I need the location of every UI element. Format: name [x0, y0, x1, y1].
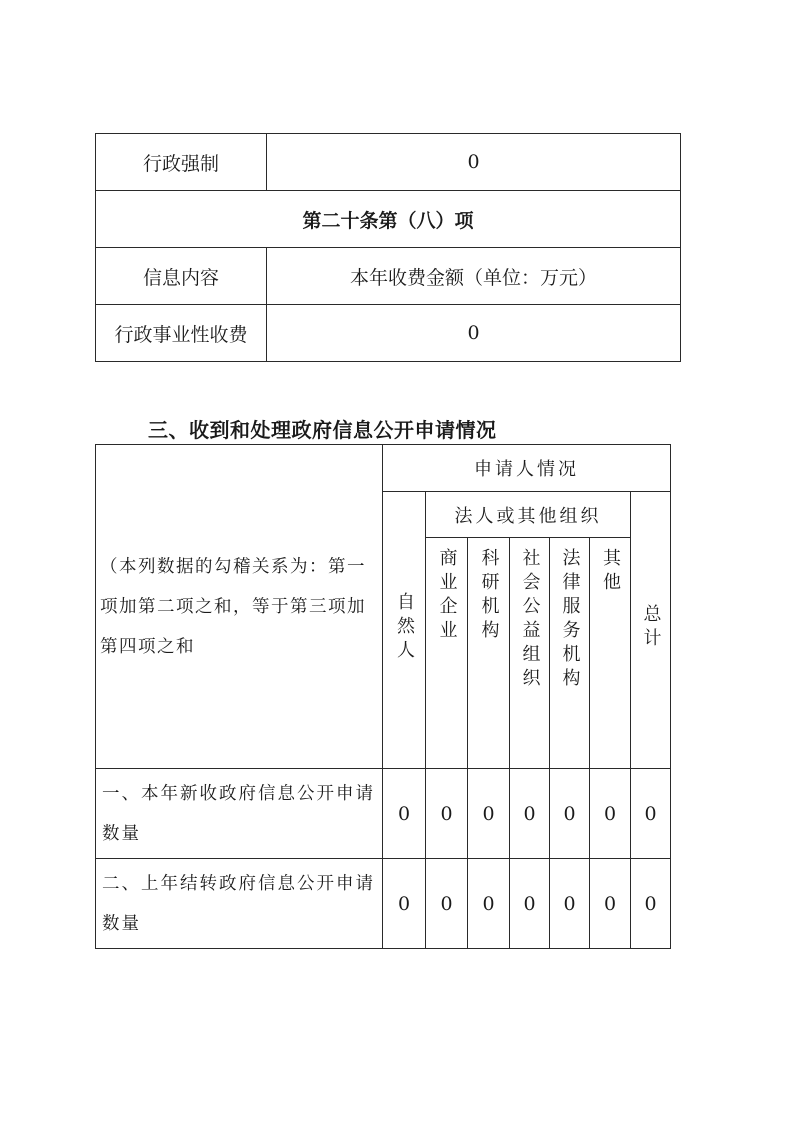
sub-column-label: 商业企业 — [436, 548, 458, 644]
cell-value: 0 — [550, 859, 590, 949]
row-value: 0 — [267, 134, 681, 191]
sub-column-header — [468, 538, 510, 769]
cell-value: 0 — [510, 769, 550, 859]
row-label: 行政强制 — [96, 134, 267, 191]
cell-value: 0 — [631, 859, 671, 949]
applicant-group-header: 申请人情况 — [383, 445, 671, 492]
sub-column-label: 科研机构 — [478, 548, 500, 644]
sub-column-header — [426, 538, 468, 769]
natural-person-label: 自然人 — [394, 591, 415, 664]
cell-value: 0 — [426, 769, 468, 859]
natural-person-header — [383, 492, 426, 769]
cell-value: 0 — [383, 769, 426, 859]
section-row — [96, 191, 681, 248]
sub-column-label: 社会公益组织 — [519, 548, 541, 692]
row-label: 信息内容 — [96, 248, 267, 305]
cell-value: 0 — [468, 769, 510, 859]
row-value: 0 — [267, 305, 681, 362]
sub-column-label: 法律服务机构 — [559, 548, 581, 692]
sub-column-header — [550, 538, 590, 769]
row-label: 行政事业性收费 — [96, 305, 267, 362]
cell-value: 0 — [426, 859, 468, 949]
section-heading: 第二十条第（八）项 — [96, 191, 681, 248]
row-label: 一、本年新收政府信息公开申请数量 — [96, 769, 383, 859]
sub-column-header — [590, 538, 631, 769]
table-row — [96, 769, 671, 859]
cell-value: 0 — [550, 769, 590, 859]
relationship-note: （本列数据的勾稽关系为：第一项加第二项之和，等于第三项加第四项之和 — [96, 445, 383, 769]
legal-group-header: 法人或其他组织 — [426, 492, 631, 538]
table-row — [96, 248, 681, 305]
applications-table — [95, 444, 671, 949]
cell-value: 0 — [590, 769, 631, 859]
row-value: 本年收费金额（单位：万元） — [267, 248, 681, 305]
cell-value: 0 — [631, 769, 671, 859]
cell-value: 0 — [590, 859, 631, 949]
table-row — [96, 305, 681, 362]
cell-value: 0 — [468, 859, 510, 949]
sub-column-header — [510, 538, 550, 769]
header-row — [96, 445, 671, 492]
cell-value: 0 — [383, 859, 426, 949]
sub-column-label: 其他 — [600, 548, 621, 596]
fees-table — [95, 133, 681, 362]
total-header — [631, 492, 671, 769]
section-title: 三、收到和处理政府信息公开申请情况 — [148, 418, 497, 442]
row-label: 二、上年结转政府信息公开申请数量 — [96, 859, 383, 949]
total-label: 总计 — [640, 603, 662, 652]
table-row — [96, 134, 681, 191]
cell-value: 0 — [510, 859, 550, 949]
table-row — [96, 859, 671, 949]
